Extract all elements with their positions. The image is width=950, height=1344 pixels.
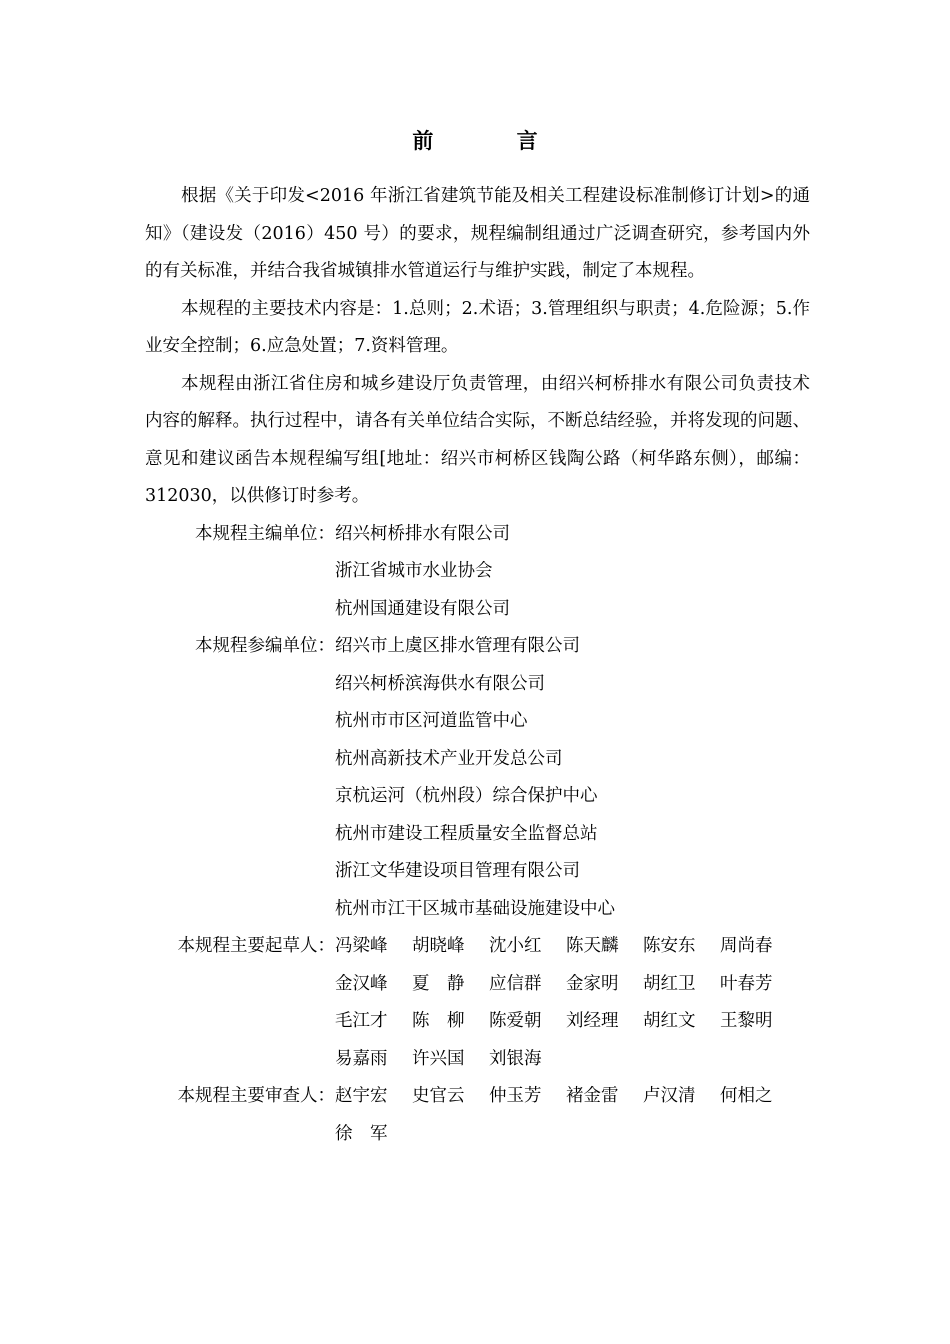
list-item [145, 853, 810, 891]
person-name: 胡红文 [643, 1011, 696, 1031]
person-name: 何相之 [720, 1086, 773, 1106]
person-name: 胡晓峰 [412, 936, 465, 956]
list-item [145, 891, 810, 929]
list-item [145, 516, 810, 554]
names-row [145, 1041, 810, 1079]
unit-name: 杭州市市区河道监管中心 [335, 711, 528, 731]
person-name: 陈安东 [643, 936, 696, 956]
drafters-label: 本规程主要起草人： [177, 936, 335, 956]
paragraph-basis: 根据《关于印发<2016 年浙江省建筑节能及相关工程建设标准制修订计划>的通知》（建设发（2016）450 号）的要求，规程编制组通过广泛调查研究，参考国内外的有关标准，并结合我省城镇排水管道运行与维护实践，制定了本规程。 [145, 186, 810, 281]
document-body [145, 178, 810, 1153]
person-name: 胡红卫 [643, 973, 696, 994]
person-name: 徐 军 [335, 1123, 388, 1144]
unit-name: 杭州国通建设有限公司 [335, 598, 510, 619]
person-name: 夏 静 [412, 973, 465, 994]
unit-name: 杭州市江干区城市基础设施建设中心 [335, 898, 615, 919]
names-row [145, 1003, 810, 1041]
person-name: 冯梁峰 [335, 936, 388, 956]
unit-name: 绍兴柯桥滨海供水有限公司 [335, 673, 545, 694]
person-name: 陈天麟 [566, 936, 619, 956]
person-name: 金家明 [566, 973, 619, 994]
person-name: 陈爱朝 [489, 1011, 542, 1031]
person-name: 刘经理 [566, 1011, 619, 1031]
person-name: 赵宇宏 [335, 1086, 388, 1106]
person-name: 沈小红 [489, 936, 542, 956]
participating-units-label: 本规程参编单位： [195, 636, 335, 656]
person-name: 卢汉清 [643, 1086, 696, 1106]
person-name: 仲玉芳 [489, 1086, 542, 1106]
participating-units-section [145, 628, 810, 928]
page-title: 前 言 [412, 129, 576, 153]
person-name: 叶春芳 [720, 973, 773, 994]
person-name: 褚金雷 [566, 1086, 619, 1106]
person-name: 许兴国 [412, 1048, 465, 1069]
unit-name: 杭州高新技术产业开发总公司 [335, 748, 563, 769]
list-item [145, 666, 810, 704]
person-name: 毛江才 [335, 1011, 388, 1031]
list-item [145, 553, 810, 591]
names-row [145, 1078, 810, 1116]
names-row [145, 928, 810, 966]
person-name: 易嘉雨 [335, 1048, 388, 1069]
person-name: 金汉峰 [335, 973, 388, 994]
unit-name: 杭州市建设工程质量安全监督总站 [335, 823, 598, 844]
list-item [145, 591, 810, 629]
unit-name: 浙江文华建设项目管理有限公司 [335, 861, 580, 881]
unit-name: 绍兴柯桥排水有限公司 [335, 523, 510, 544]
unit-name: 京杭运河（杭州段）综合保护中心 [335, 786, 598, 806]
list-item [145, 703, 810, 741]
paragraph-management: 本规程由浙江省住房和城乡建设厅负责管理，由绍兴柯桥排水有限公司负责技术内容的解释。执行过程中，请各有关单位结合实际，不断总结经验，并将发现的问题、意见和建议函告本规程编写组[地址：绍兴市柯桥区钱陶公路（柯华路东侧），邮编：312030，以供修订时参考。 [145, 373, 810, 506]
list-item [145, 628, 810, 666]
reviewers-section [145, 1078, 810, 1153]
unit-name: 浙江省城市水业协会 [335, 561, 493, 581]
paragraph-contents: 本规程的主要技术内容是：1.总则；2.术语；3.管理组织与职责；4.危险源；5.作业安全控制；6.应急处置；7.资料管理。 [145, 298, 810, 356]
reviewers-label: 本规程主要审查人： [177, 1086, 335, 1106]
names-row [145, 1116, 810, 1154]
person-name: 王黎明 [720, 1011, 773, 1031]
unit-name: 绍兴市上虞区排水管理有限公司 [335, 636, 580, 656]
person-name: 刘银海 [489, 1048, 542, 1069]
list-item [145, 816, 810, 854]
list-item [145, 741, 810, 779]
names-row [145, 966, 810, 1004]
chief-units-label: 本规程主编单位： [195, 523, 335, 544]
person-name: 史官云 [412, 1086, 465, 1106]
person-name: 周尚春 [720, 936, 773, 956]
person-name: 陈 柳 [412, 1011, 465, 1031]
drafters-section [145, 928, 810, 1078]
person-name: 应信群 [489, 973, 542, 994]
list-item [145, 778, 810, 816]
chief-units-section [145, 516, 810, 629]
